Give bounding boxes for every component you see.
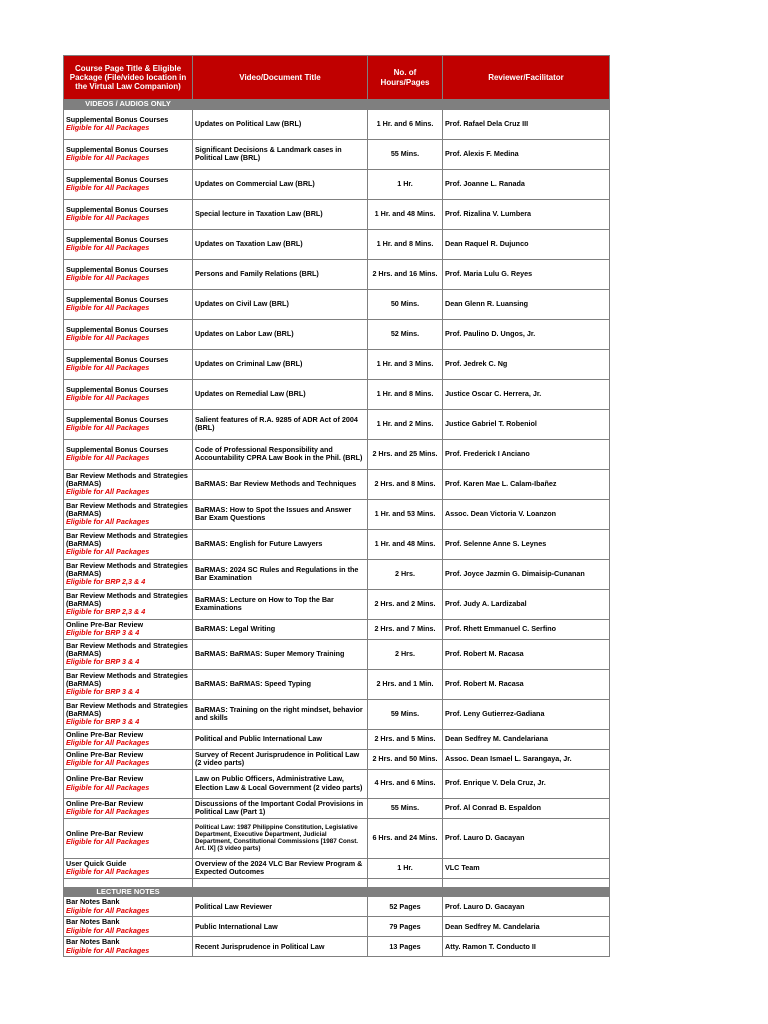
course-cell [64, 798, 193, 818]
table-row [64, 729, 610, 749]
reviewer-cell: Prof. Jedrek C. Ng [443, 349, 610, 379]
eligible-package: Eligible for All Packages [66, 925, 150, 935]
table-body [64, 100, 610, 957]
hours-cell: 6 Hrs. and 24 Mins. [368, 818, 443, 858]
reviewer-cell: Prof. Rhett Emmanuel C. Serfino [443, 619, 610, 639]
course-name: Supplemental Bonus Courses [66, 354, 169, 364]
course-name: Online Pre-Bar Review [66, 798, 144, 808]
hours-cell: 1 Hr. [368, 858, 443, 878]
course-name: Supplemental Bonus Courses [66, 204, 169, 214]
table-row [64, 289, 610, 319]
course-name: Supplemental Bonus Courses [66, 414, 169, 424]
table-row [64, 139, 610, 169]
course-name: Bar Notes Bank [66, 917, 120, 927]
title-cell: BaRMAS: BaRMAS: Speed Typing [193, 669, 368, 699]
section-row-notes [64, 887, 610, 897]
hours-cell: 1 Hr. and 48 Mins. [368, 199, 443, 229]
course-name: Supplemental Bonus Courses [66, 114, 169, 124]
eligible-package: Eligible for All Packages [66, 905, 150, 915]
title-cell: Public International Law [193, 917, 368, 937]
course-cell [64, 109, 193, 139]
hours-cell: 55 Mins. [368, 798, 443, 818]
course-cell [64, 818, 193, 858]
eligible-package: Eligible for All Packages [66, 453, 150, 463]
header-course: Course Page Title & Eligible Package (File/video location in the Virtual Law Companion) [64, 56, 193, 100]
course-name: Bar Review Methods and Strategies (BaRMAS) [66, 700, 188, 718]
table-row [64, 409, 610, 439]
title-cell: Political and Public International Law [193, 729, 368, 749]
eligible-package: Eligible for All Packages [66, 547, 150, 557]
title-cell: BaRMAS: Training on the right mindset, behavior and skills [193, 699, 368, 729]
reviewer-cell: Justice Gabriel T. Robeniol [443, 409, 610, 439]
reviewer-cell: Prof. Joyce Jazmin G. Dimaisip-Cunanan [443, 559, 610, 589]
table-row [64, 559, 610, 589]
table-row [64, 798, 610, 818]
course-cell [64, 559, 193, 589]
course-name: Bar Review Methods and Strategies (BaRMAS) [66, 640, 188, 658]
hours-cell: 1 Hr. and 3 Mins. [368, 349, 443, 379]
hours-cell: 1 Hr. and 6 Mins. [368, 109, 443, 139]
title-cell: BaRMAS: 2024 SC Rules and Regulations in the Bar Examination [193, 559, 368, 589]
reviewer-cell: Prof. Alexis F. Medina [443, 139, 610, 169]
hours-cell: 2 Hrs. and 16 Mins. [368, 259, 443, 289]
eligible-package: Eligible for All Packages [66, 333, 150, 343]
course-name: Supplemental Bonus Courses [66, 234, 169, 244]
table-row [64, 937, 610, 957]
title-cell: Salient features of R.A. 9285 of ADR Act of 2004 (BRL) [193, 409, 368, 439]
reviewer-cell: Prof. Frederick I Anciano [443, 439, 610, 469]
title-cell: Political Law: 1987 Philippine Constitution, Legislative Department, Executive Department, Judicial Department, Constitutional Commissions [1987 Const. Art. IX] (3 video parts) [193, 818, 368, 858]
hours-cell: 50 Mins. [368, 289, 443, 319]
reviewer-cell: VLC Team [443, 858, 610, 878]
course-name: Supplemental Bonus Courses [66, 264, 169, 274]
course-cell [64, 319, 193, 349]
hours-cell: 2 Hrs. and 2 Mins. [368, 589, 443, 619]
course-name: Bar Notes Bank [66, 937, 120, 947]
course-name: Supplemental Bonus Courses [66, 444, 169, 454]
hours-cell: 2 Hrs. [368, 639, 443, 669]
title-cell: Law on Public Officers, Administrative Law, Election Law & Local Government (2 video parts) [193, 769, 368, 798]
hours-cell: 1 Hr. and 8 Mins. [368, 379, 443, 409]
course-cell [64, 259, 193, 289]
course-cell [64, 669, 193, 699]
eligible-package: Eligible for All Packages [66, 807, 150, 817]
eligible-package: Eligible for BRP 3 & 4 [66, 687, 140, 697]
table-row [64, 699, 610, 729]
header-reviewer: Reviewer/Facilitator [443, 56, 610, 100]
table-row [64, 469, 610, 499]
section-label-notes: LECTURE NOTES [64, 887, 193, 897]
eligible-package: Eligible for All Packages [66, 183, 150, 193]
course-name: Bar Review Methods and Strategies (BaRMAS) [66, 470, 188, 488]
reviewer-cell: Prof. Joanne L. Ranada [443, 169, 610, 199]
course-cell [64, 858, 193, 878]
hours-cell: 1 Hr. and 53 Mins. [368, 499, 443, 529]
reviewer-cell: Prof. Enrique V. Dela Cruz, Jr. [443, 769, 610, 798]
eligible-package: Eligible for All Packages [66, 273, 150, 283]
course-cell [64, 619, 193, 639]
table-row [64, 897, 610, 917]
title-cell: Political Law Reviewer [193, 897, 368, 917]
course-name: Supplemental Bonus Courses [66, 384, 169, 394]
reviewer-cell: Dean Glenn R. Luansing [443, 289, 610, 319]
hours-cell: 1 Hr. and 48 Mins. [368, 529, 443, 559]
section-row-videos [64, 100, 610, 110]
eligible-package: Eligible for All Packages [66, 363, 150, 373]
course-name: User Quick Guide [66, 858, 127, 868]
spacer-row [64, 878, 610, 887]
title-cell: Survey of Recent Jurisprudence in Political Law (2 video parts) [193, 749, 368, 769]
hours-cell: 2 Hrs. and 7 Mins. [368, 619, 443, 639]
reviewer-cell: Prof. Robert M. Racasa [443, 669, 610, 699]
course-cell [64, 729, 193, 749]
eligible-package: Eligible for All Packages [66, 303, 150, 313]
header-title: Video/Document Title [193, 56, 368, 100]
title-cell: Updates on Civil Law (BRL) [193, 289, 368, 319]
table-row [64, 749, 610, 769]
eligible-package: Eligible for All Packages [66, 123, 150, 133]
course-cell [64, 199, 193, 229]
title-cell: Updates on Taxation Law (BRL) [193, 229, 368, 259]
course-cell [64, 499, 193, 529]
course-name: Bar Notes Bank [66, 897, 120, 907]
reviewer-cell: Prof. Lauro D. Gacayan [443, 897, 610, 917]
eligible-package: Eligible for All Packages [66, 782, 150, 792]
reviewer-cell: Prof. Robert M. Racasa [443, 639, 610, 669]
course-name: Online Pre-Bar Review [66, 729, 144, 739]
eligible-package: Eligible for All Packages [66, 393, 150, 403]
title-cell: BaRMAS: Bar Review Methods and Techniques [193, 469, 368, 499]
course-name: Online Pre-Bar Review [66, 828, 144, 838]
course-name: Supplemental Bonus Courses [66, 174, 169, 184]
hours-cell: 2 Hrs. and 8 Mins. [368, 469, 443, 499]
eligible-package: Eligible for All Packages [66, 213, 150, 223]
reviewer-cell: Prof. Paulino D. Ungos, Jr. [443, 319, 610, 349]
course-name: Online Pre-Bar Review [66, 619, 144, 629]
course-cell [64, 349, 193, 379]
hours-cell: 13 Pages [368, 937, 443, 957]
course-cell [64, 749, 193, 769]
eligible-package: Eligible for All Packages [66, 153, 150, 163]
reviewer-cell: Justice Oscar C. Herrera, Jr. [443, 379, 610, 409]
reviewer-cell: Prof. Judy A. Lardizabal [443, 589, 610, 619]
hours-cell: 2 Hrs. [368, 559, 443, 589]
table-row [64, 439, 610, 469]
course-cell [64, 409, 193, 439]
table-row [64, 818, 610, 858]
hours-cell: 1 Hr. and 2 Mins. [368, 409, 443, 439]
eligible-package: Eligible for All Packages [66, 243, 150, 253]
title-cell: Updates on Labor Law (BRL) [193, 319, 368, 349]
eligible-package: Eligible for All Packages [66, 867, 150, 877]
hours-cell: 4 Hrs. and 6 Mins. [368, 769, 443, 798]
course-name: Bar Review Methods and Strategies (BaRMAS) [66, 590, 188, 608]
reviewer-cell: Prof. Rizalina V. Lumbera [443, 199, 610, 229]
eligible-package: Eligible for BRP 2,3 & 4 [66, 607, 146, 617]
title-cell: Updates on Criminal Law (BRL) [193, 349, 368, 379]
title-cell: Overview of the 2024 VLC Bar Review Program & Expected Outcomes [193, 858, 368, 878]
hours-cell: 52 Mins. [368, 319, 443, 349]
course-cell [64, 897, 193, 917]
reviewer-cell: Atty. Ramon T. Conducto II [443, 937, 610, 957]
title-cell: BaRMAS: Legal Writing [193, 619, 368, 639]
course-cell [64, 917, 193, 937]
table-row [64, 589, 610, 619]
reviewer-cell: Dean Sedfrey M. Candelaria [443, 917, 610, 937]
reviewer-cell: Prof. Al Conrad B. Espaldon [443, 798, 610, 818]
course-name: Supplemental Bonus Courses [66, 294, 169, 304]
courses-table [63, 55, 610, 957]
course-cell [64, 639, 193, 669]
table-row [64, 319, 610, 349]
eligible-package: Eligible for BRP 3 & 4 [66, 717, 140, 727]
course-cell [64, 699, 193, 729]
title-cell: BaRMAS: How to Spot the Issues and Answer Bar Exam Questions [193, 499, 368, 529]
title-cell: Discussions of the Important Codal Provisions in Political Law (Part 1) [193, 798, 368, 818]
title-cell: Code of Professional Responsibility and Accountability CPRA Law Book in the Phil. (BRL) [193, 439, 368, 469]
table-row [64, 858, 610, 878]
course-name: Bar Review Methods and Strategies (BaRMAS) [66, 530, 188, 548]
course-cell [64, 769, 193, 798]
reviewer-cell: Prof. Lauro D. Gacayan [443, 818, 610, 858]
eligible-package: Eligible for All Packages [66, 738, 150, 748]
reviewer-cell: Prof. Selenne Anne S. Leynes [443, 529, 610, 559]
reviewer-cell: Prof. Rafael Dela Cruz III [443, 109, 610, 139]
hours-cell: 1 Hr. and 8 Mins. [368, 229, 443, 259]
eligible-package: Eligible for All Packages [66, 837, 150, 847]
course-cell [64, 139, 193, 169]
hours-cell: 55 Mins. [368, 139, 443, 169]
hours-cell: 79 Pages [368, 917, 443, 937]
title-cell: Recent Jurisprudence in Political Law [193, 937, 368, 957]
table-row [64, 529, 610, 559]
table-row [64, 499, 610, 529]
course-name: Supplemental Bonus Courses [66, 144, 169, 154]
title-cell: BaRMAS: English for Future Lawyers [193, 529, 368, 559]
course-name: Bar Review Methods and Strategies (BaRMAS) [66, 560, 188, 578]
title-cell: Significant Decisions & Landmark cases in Political Law (BRL) [193, 139, 368, 169]
course-name: Bar Review Methods and Strategies (BaRMAS) [66, 500, 188, 518]
reviewer-cell: Dean Raquel R. Dujunco [443, 229, 610, 259]
course-cell [64, 439, 193, 469]
reviewer-cell: Dean Sedfrey M. Candelariana [443, 729, 610, 749]
hours-cell: 59 Mins. [368, 699, 443, 729]
table-row [64, 349, 610, 379]
eligible-package: Eligible for All Packages [66, 487, 150, 497]
reviewer-cell: Assoc. Dean Ismael L. Sarangaya, Jr. [443, 749, 610, 769]
eligible-package: Eligible for All Packages [66, 758, 150, 768]
table-row [64, 619, 610, 639]
table-row [64, 229, 610, 259]
header-hours: No. of Hours/Pages [368, 56, 443, 100]
hours-cell: 2 Hrs. and 1 Min. [368, 669, 443, 699]
table-row [64, 169, 610, 199]
course-cell [64, 169, 193, 199]
table-row [64, 109, 610, 139]
title-cell: BaRMAS: Lecture on How to Top the Bar Examinations [193, 589, 368, 619]
hours-cell: 1 Hr. [368, 169, 443, 199]
reviewer-cell: Assoc. Dean Victoria V. Loanzon [443, 499, 610, 529]
title-cell: Updates on Remedial Law (BRL) [193, 379, 368, 409]
course-name: Online Pre-Bar Review [66, 749, 144, 759]
eligible-package: Eligible for BRP 3 & 4 [66, 628, 140, 638]
title-cell: Special lecture in Taxation Law (BRL) [193, 199, 368, 229]
title-cell: Persons and Family Relations (BRL) [193, 259, 368, 289]
reviewer-cell: Prof. Karen Mae L. Calam-Ibañez [443, 469, 610, 499]
hours-cell: 2 Hrs. and 50 Mins. [368, 749, 443, 769]
section-label-videos: VIDEOS / AUDIOS ONLY [64, 100, 193, 110]
eligible-package: Eligible for BRP 3 & 4 [66, 657, 140, 667]
course-cell [64, 589, 193, 619]
course-cell [64, 529, 193, 559]
hours-cell: 2 Hrs. and 5 Mins. [368, 729, 443, 749]
course-name: Online Pre-Bar Review [66, 774, 144, 784]
title-cell: BaRMAS: BaRMAS: Super Memory Training [193, 639, 368, 669]
header-row [64, 56, 610, 100]
table-row [64, 379, 610, 409]
table-row [64, 669, 610, 699]
course-name: Bar Review Methods and Strategies (BaRMAS) [66, 670, 188, 688]
hours-cell: 52 Pages [368, 897, 443, 917]
title-cell: Updates on Political Law (BRL) [193, 109, 368, 139]
eligible-package: Eligible for All Packages [66, 945, 150, 955]
table-row [64, 769, 610, 798]
eligible-package: Eligible for BRP 2,3 & 4 [66, 577, 146, 587]
reviewer-cell: Prof. Leny Gutierrez-Gadiana [443, 699, 610, 729]
table-row [64, 639, 610, 669]
hours-cell: 2 Hrs. and 25 Mins. [368, 439, 443, 469]
course-cell [64, 937, 193, 957]
course-cell [64, 379, 193, 409]
course-cell [64, 289, 193, 319]
table-row [64, 259, 610, 289]
course-name: Supplemental Bonus Courses [66, 324, 169, 334]
table-row [64, 917, 610, 937]
eligible-package: Eligible for All Packages [66, 517, 150, 527]
table-row [64, 199, 610, 229]
course-cell [64, 469, 193, 499]
title-cell: Updates on Commercial Law (BRL) [193, 169, 368, 199]
course-cell [64, 229, 193, 259]
eligible-package: Eligible for All Packages [66, 423, 150, 433]
reviewer-cell: Prof. Maria Lulu G. Reyes [443, 259, 610, 289]
